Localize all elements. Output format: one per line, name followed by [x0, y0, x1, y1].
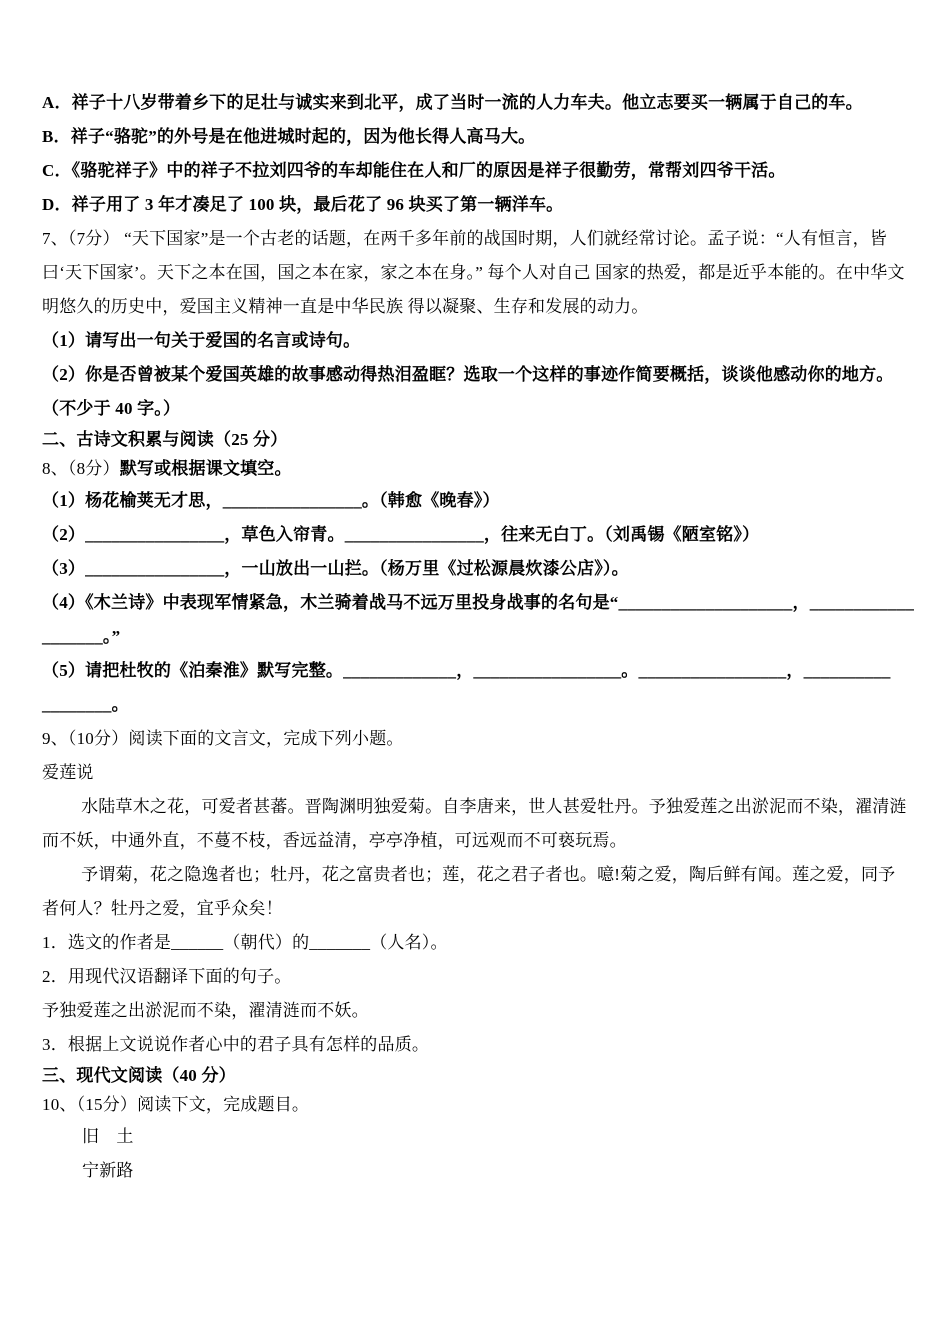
option-a: A．祥子十八岁带着乡下的足壮与诚实来到北平，成了当时一流的人力车夫。他立志要买一辆属于自己的车。 — [42, 93, 863, 112]
option-d: D．祥子用了 3 年才凑足了 100 块，最后花了 96 块买了第一辆洋车。 — [42, 195, 564, 214]
question-8-item-3: （3）________________，一山放出一山拦。（杨万里《过松源晨炊漆公店》）。 — [42, 558, 629, 578]
question-9-sub2: 2．用现代汉语翻译下面的句子。 — [42, 966, 292, 986]
question-7-sub1: （1）请写出一句关于爱国的名言或诗句。 — [42, 331, 361, 350]
question-8-item-4-line-1: （4）《木兰诗》中表现军情紧急，木兰骑着战马不远万里投身战事的名句是“____________________，____________ — [42, 592, 915, 612]
passage-paragraph-2: 予谓菊，花之隐逸者也；牡丹，花之富贵者也；莲，花之君子者也。噫!菊之爱，陶后鲜有闻。莲之爱，同予者何人？牡丹之爱，宜乎众矣！ — [42, 864, 896, 918]
question-9-sub1: 1．选文的作者是______（朝代）的_______（人名）。 — [42, 932, 448, 952]
option-b: B．祥子“骆驼”的外号是在他进城时起的，因为他长得人高马大。 — [42, 127, 536, 146]
question-8-item-5-line-2: ________。 — [42, 694, 129, 714]
question-8 — [42, 455, 915, 722]
section-2-heading: 二、古诗文积累与阅读（25 分） — [42, 430, 288, 449]
essay-author: 宁新路 — [82, 1160, 134, 1180]
question-8-item-2: （2）________________，草色入帘青。________________，往来无白丁。（刘禹锡《陋室铭》） — [42, 524, 760, 544]
option-c: C．《骆驼祥子》中的祥子不拉刘四爷的车却能住在人和厂的原因是祥子很勤劳，常帮刘四爷干活。 — [42, 161, 786, 180]
question-9 — [42, 722, 908, 1062]
section-3-heading: 三、现代文阅读（40 分） — [42, 1065, 236, 1085]
question-8-item-4-line-2: _______。” — [42, 626, 121, 646]
question-7-stem: 7、（7分） “天下国家”是一个古老的话题，在两千多年前的战国时期，人们就经常讨论。孟子说：“人有恒言，皆曰‘天下国家’。天下之本在国，国之本在家，家之本在身。” 每个人对自己 国家的热爱，都是近乎本能的。在中华文明悠久的历史中，爱国主义精神一直是中华民族 得以凝聚、生存和发展的动力。 — [42, 229, 905, 316]
essay-title: 旧 土 — [82, 1126, 134, 1146]
question-10 — [42, 1091, 908, 1188]
question-9-sub3: 3．根据上文说说作者心中的君子具有怎样的品质。 — [42, 1034, 430, 1054]
question-8-number: 8、（8分） — [42, 458, 120, 478]
passage-paragraph-1: 水陆草木之花，可爱者甚蕃。晋陶渊明独爱菊。自李唐来，世人甚爱牡丹。予独爱莲之出淤泥而不染，濯清涟而不妖，中通外直，不蔓不枝，香远益清，亭亭净植，可远观而不可亵玩焉。 — [42, 796, 907, 850]
translation-sentence: 予独爱莲之出淤泥而不染，濯清涟而不妖。 — [42, 1000, 369, 1020]
question-9-stem: 9、（10分）阅读下面的文言文，完成下列小题。 — [42, 728, 404, 748]
question-7 — [42, 222, 908, 426]
question-8-item-5-line-1: （5）请把杜牧的《泊秦淮》默写完整。_____________，_________________。_________________，__________ — [42, 660, 891, 680]
passage-title: 爱莲说 — [42, 762, 94, 782]
question-6-options — [42, 86, 908, 222]
question-8-item-1: （1）杨花榆荚无才思，________________。（韩愈《晚春》） — [42, 490, 500, 510]
question-10-stem: 10、（15分）阅读下文，完成题目。 — [42, 1094, 310, 1114]
question-7-sub2: （2）你是否曾被某个爱国英雄的故事感动得热泪盈眶？选取一个这样的事迹作简要概括，谈谈他感动你的地方。（不少于 40 字。） — [42, 365, 894, 418]
question-8-stem-text: 默写或根据课文填空。 — [119, 458, 292, 478]
question-8-stem — [42, 455, 908, 484]
